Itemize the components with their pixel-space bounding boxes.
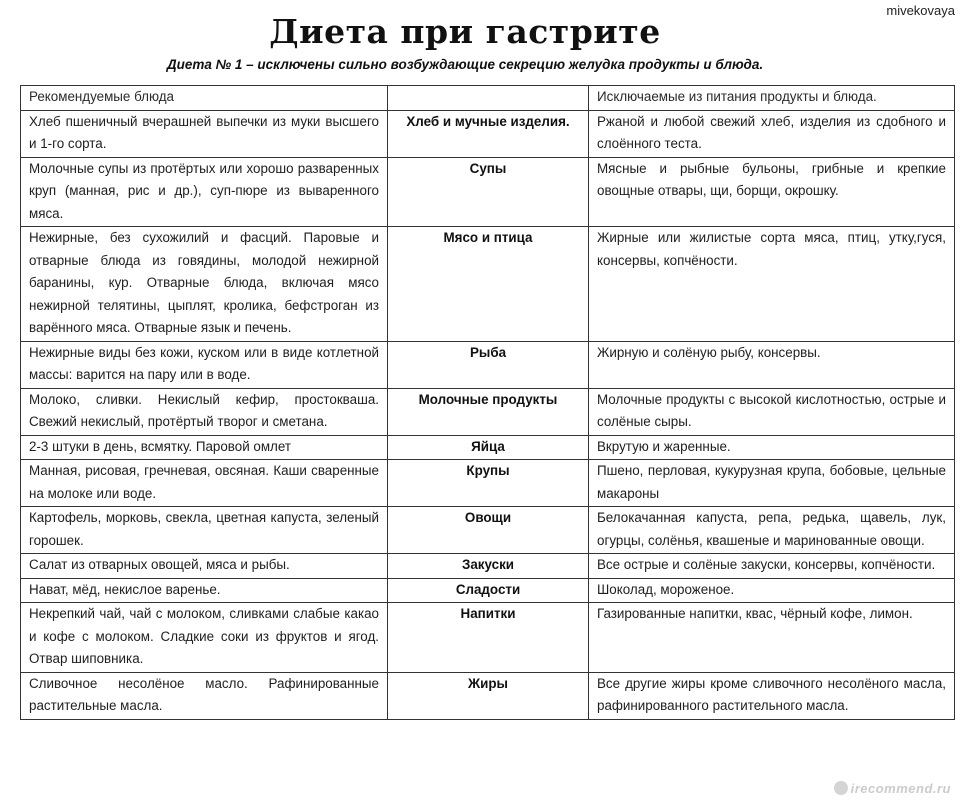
cell-excluded: Жирную и солёную рыбу, консервы. (589, 341, 955, 388)
cell-category: Жиры (388, 672, 589, 719)
cell-excluded: Шоколад, мороженое. (589, 578, 955, 603)
cell-category: Молочные продукты (388, 388, 589, 435)
table-row (21, 227, 955, 342)
cell-excluded: Все другие жиры кроме сливочного несолёного масла, рафинированного растительного масла. (589, 672, 955, 719)
diet-table-body (21, 86, 955, 720)
cell-excluded: Вкрутую и жаренные. (589, 435, 955, 460)
cell-recommended: Салат из отварных овощей, мяса и рыбы. (21, 554, 388, 579)
cell-category: Яйца (388, 435, 589, 460)
table-row (21, 388, 955, 435)
cell-recommended: Нават, мёд, некислое варенье. (21, 578, 388, 603)
header-category (388, 86, 589, 111)
cell-category: Овощи (388, 507, 589, 554)
table-row (21, 507, 955, 554)
cell-recommended: Картофель, морковь, свекла, цветная капуста, зеленый горошек. (21, 507, 388, 554)
cell-excluded: Ржаной и любой свежий хлеб, изделия из сдобного и слоённого теста. (589, 110, 955, 157)
page-subtitle: Диета № 1 – исключены сильно возбуждающие секрецию желудка продукты и блюда. (166, 57, 764, 72)
cell-excluded: Пшено, перловая, кукурузная крупа, бобовые, цельные макароны (589, 460, 955, 507)
author-watermark: mivekovaya (886, 3, 955, 18)
table-row (21, 157, 955, 227)
cell-recommended: Нежирные, без сухожилий и фасций. Паровые и отварные блюда из говядины, молодой нежирной баранины, кур. Отварные блюда, включая мясо нежирной телятины, цыплят, кролика, бефстроган из варённого мяса. Отварные язык и печень. (21, 227, 388, 342)
table-row (21, 554, 955, 579)
cell-category: Рыба (388, 341, 589, 388)
table-row (21, 110, 955, 157)
cell-recommended: Нежирные виды без кожи, куском или в виде котлетной массы: варится на пару или в воде. (21, 341, 388, 388)
site-logo-icon (834, 781, 848, 795)
cell-recommended: Молоко, сливки. Некислый кефир, простокваша. Свежий некислый, протёртый творог и сметана. (21, 388, 388, 435)
table-row (21, 578, 955, 603)
cell-excluded: Белокачанная капуста, репа, редька, щавель, лук, огурцы, солёнья, квашеные и маринованные овощи. (589, 507, 955, 554)
cell-recommended: Хлеб пшеничный вчерашней выпечки из муки высшего и 1-го сорта. (21, 110, 388, 157)
cell-category: Мясо и птица (388, 227, 589, 342)
table-row (21, 672, 955, 719)
cell-category: Сладости (388, 578, 589, 603)
table-row (21, 341, 955, 388)
cell-category: Закуски (388, 554, 589, 579)
site-watermark-text: irecommend.ru (850, 781, 951, 796)
cell-excluded: Жирные или жилистые сорта мяса, птиц, утку,гуся, консервы, копчёности. (589, 227, 955, 342)
cell-excluded: Все острые и солёные закуски, консервы, копчёности. (589, 554, 955, 579)
cell-category: Хлеб и мучные изделия. (388, 110, 589, 157)
cell-recommended: 2-3 штуки в день, всмятку. Паровой омлет (21, 435, 388, 460)
diet-table (20, 85, 955, 720)
header-recommended: Рекомендуемые блюда (21, 86, 388, 111)
cell-recommended: Молочные супы из протёртых или хорошо разваренных круп (манная, рис и др.), суп-пюре из вываренного мяса. (21, 157, 388, 227)
cell-excluded: Мясные и рыбные бульоны, грибные и крепкие овощные отвары, щи, борщи, окрошку. (589, 157, 955, 227)
site-watermark (834, 781, 951, 796)
cell-excluded: Молочные продукты с высокой кислотностью, острые и солёные сыры. (589, 388, 955, 435)
cell-category: Напитки (388, 603, 589, 673)
page-title: Диета при гастрите (269, 12, 661, 51)
cell-category: Крупы (388, 460, 589, 507)
table-row (21, 603, 955, 673)
table-header-row (21, 86, 955, 111)
table-row (21, 460, 955, 507)
cell-category: Супы (388, 157, 589, 227)
cell-recommended: Некрепкий чай, чай с молоком, сливками слабые какао и кофе с молоком. Сладкие соки из фруктов и ягод. Отвар шиповника. (21, 603, 388, 673)
header-excluded: Исключаемые из питания продукты и блюда. (589, 86, 955, 111)
cell-recommended: Манная, рисовая, гречневая, овсяная. Каши сваренные на молоке или воде. (21, 460, 388, 507)
cell-excluded: Газированные напитки, квас, чёрный кофе, лимон. (589, 603, 955, 673)
cell-recommended: Сливочное несолёное масло. Рафинированные растительные масла. (21, 672, 388, 719)
table-row (21, 435, 955, 460)
